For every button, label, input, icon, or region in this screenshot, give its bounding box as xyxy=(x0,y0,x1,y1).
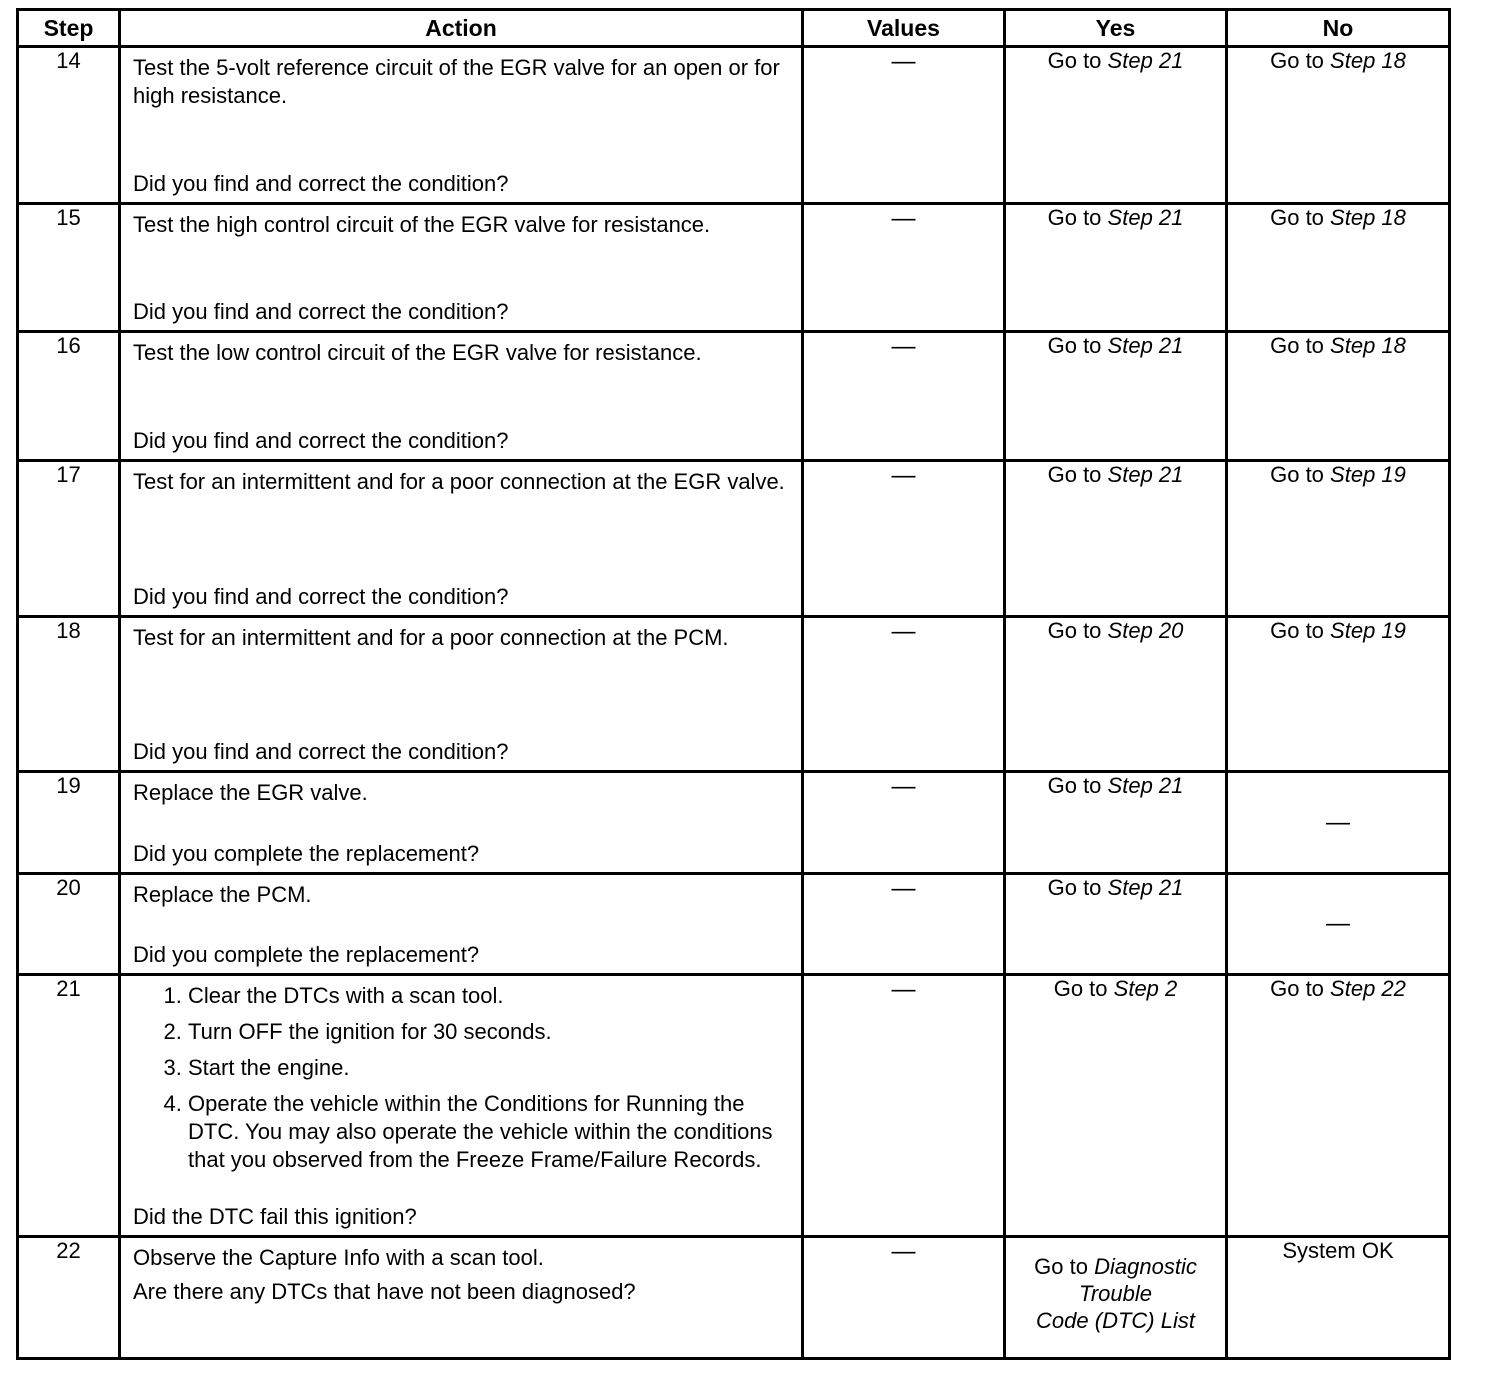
goto-label: Go to xyxy=(1047,205,1102,230)
action-question: Did the DTC fail this ignition? xyxy=(133,1204,417,1229)
goto-label: Go to xyxy=(1270,462,1324,487)
goto-label: Go to xyxy=(1053,976,1108,1001)
table-row xyxy=(18,332,1450,461)
yes-step-ref: Step 21 xyxy=(1107,205,1184,230)
action-cell xyxy=(120,975,803,1237)
action-text: Replace the PCM. xyxy=(133,882,312,907)
goto-label: Go to xyxy=(1034,1254,1088,1279)
header-step: Step xyxy=(18,10,120,47)
no-step-ref: Step 18 xyxy=(1330,205,1406,230)
step-number: 19 xyxy=(18,772,120,874)
no-cell xyxy=(1227,204,1450,332)
goto-label: Go to xyxy=(1047,773,1102,798)
step-number: 14 xyxy=(18,47,120,204)
yes-cell xyxy=(1005,874,1227,975)
action-cell xyxy=(120,204,803,332)
step-number: 20 xyxy=(18,874,120,975)
goto-label: Go to xyxy=(1047,48,1102,73)
values-cell: — xyxy=(803,332,1005,461)
yes-step-ref: Step 21 xyxy=(1107,462,1184,487)
step-number: 18 xyxy=(18,617,120,772)
action-text: Replace the EGR valve. xyxy=(133,780,368,805)
table-row xyxy=(18,47,1450,204)
header-yes: Yes xyxy=(1005,10,1227,47)
action-text: Test the low control circuit of the EGR valve for resistance. xyxy=(133,340,702,365)
yes-step-ref: Step 21 xyxy=(1107,333,1184,358)
goto-label: Go to xyxy=(1047,462,1102,487)
list-item: 4. Operate the vehicle within the Conditions for Running the DTC. You may also operate the vehicle within the conditions that you observed from the Freeze Frame/Failure Records. xyxy=(188,1090,789,1174)
yes-cell xyxy=(1005,461,1227,617)
yes-cell xyxy=(1005,772,1227,874)
values-cell: — xyxy=(803,204,1005,332)
step-number: 22 xyxy=(18,1237,120,1359)
goto-label: Go to xyxy=(1270,48,1324,73)
table-row xyxy=(18,1237,1450,1359)
action-question: Did you find and correct the condition? xyxy=(133,739,509,764)
step-number: 16 xyxy=(18,332,120,461)
no-cell xyxy=(1227,461,1450,617)
step-number: 17 xyxy=(18,461,120,617)
no-cell: System OK xyxy=(1227,1237,1450,1359)
action-cell xyxy=(120,47,803,204)
goto-label: Go to xyxy=(1270,618,1324,643)
no-cell xyxy=(1227,47,1450,204)
values-cell: — xyxy=(803,47,1005,204)
no-step-ref: Step 22 xyxy=(1330,976,1406,1001)
table-row xyxy=(18,772,1450,874)
table-row xyxy=(18,461,1450,617)
no-cell: — xyxy=(1227,874,1450,975)
no-cell xyxy=(1227,975,1450,1237)
list-item: 2. Turn OFF the ignition for 30 seconds. xyxy=(188,1018,789,1046)
yes-step-ref: Step 20 xyxy=(1107,618,1184,643)
action-question: Did you find and correct the condition? xyxy=(133,584,509,609)
no-step-ref: Step 19 xyxy=(1330,462,1406,487)
action-text: Test the high control circuit of the EGR valve for resistance. xyxy=(133,212,711,237)
list-item: 1. Clear the DTCs with a scan tool. xyxy=(188,982,789,1010)
table-row xyxy=(18,975,1450,1237)
header-action: Action xyxy=(120,10,803,47)
header-values: Values xyxy=(803,10,1005,47)
no-cell xyxy=(1227,332,1450,461)
goto-label: Go to xyxy=(1047,333,1102,358)
header-no: No xyxy=(1227,10,1450,47)
values-cell: — xyxy=(803,975,1005,1237)
yes-cell xyxy=(1005,1237,1227,1359)
table-row xyxy=(18,617,1450,772)
values-cell: — xyxy=(803,874,1005,975)
action-cell xyxy=(120,1237,803,1359)
yes-cell xyxy=(1005,204,1227,332)
yes-cell xyxy=(1005,332,1227,461)
yes-step-ref: Step 21 xyxy=(1107,773,1184,798)
action-cell xyxy=(120,332,803,461)
action-text: Test for an intermittent and for a poor connection at the PCM. xyxy=(133,625,729,650)
action-question: Did you complete the replacement? xyxy=(133,942,480,967)
yes-ref-line3: Code (DTC) List xyxy=(1036,1308,1195,1333)
step-number: 15 xyxy=(18,204,120,332)
yes-cell xyxy=(1005,617,1227,772)
no-cell xyxy=(1227,617,1450,772)
values-cell: — xyxy=(803,772,1005,874)
values-cell: — xyxy=(803,1237,1005,1359)
step-number: 21 xyxy=(18,975,120,1237)
goto-label: Go to xyxy=(1270,333,1324,358)
yes-step-ref: Step 2 xyxy=(1113,976,1178,1001)
action-text: Test the 5-volt reference circuit of the EGR valve for an open or for high resistance. xyxy=(133,55,780,108)
no-step-ref: Step 18 xyxy=(1330,333,1406,358)
goto-label: Go to xyxy=(1047,618,1102,643)
no-step-ref: Step 19 xyxy=(1330,618,1406,643)
yes-ref-line2: Trouble xyxy=(1079,1281,1152,1306)
list-item: 3. Start the engine. xyxy=(188,1054,789,1082)
action-question: Did you complete the replacement? xyxy=(133,841,480,866)
action-text: Test for an intermittent and for a poor connection at the EGR valve. xyxy=(133,469,785,494)
header-row xyxy=(18,10,1450,47)
action-cell xyxy=(120,772,803,874)
action-cell xyxy=(120,874,803,975)
no-step-ref: Step 18 xyxy=(1330,48,1406,73)
goto-label: Go to xyxy=(1047,875,1102,900)
action-cell xyxy=(120,461,803,617)
goto-label: Go to xyxy=(1270,976,1324,1001)
yes-step-ref: Step 21 xyxy=(1107,48,1184,73)
goto-label: Go to xyxy=(1270,205,1324,230)
table-row xyxy=(18,204,1450,332)
table-row xyxy=(18,874,1450,975)
yes-ref-line1: Diagnostic xyxy=(1094,1254,1197,1279)
yes-dtc-list-ref xyxy=(1034,1253,1197,1342)
action-question: Did you find and correct the condition? xyxy=(133,428,509,453)
yes-step-ref: Step 21 xyxy=(1107,875,1184,900)
action-question: Did you find and correct the condition? xyxy=(133,299,509,324)
action-question: Did you find and correct the condition? xyxy=(133,171,509,196)
action-cell xyxy=(120,617,803,772)
yes-cell xyxy=(1005,47,1227,204)
action-text: Observe the Capture Info with a scan tool. xyxy=(133,1245,544,1270)
values-cell: — xyxy=(803,617,1005,772)
values-cell: — xyxy=(803,461,1005,617)
action-question: Are there any DTCs that have not been diagnosed? xyxy=(133,1279,636,1304)
no-cell: — xyxy=(1227,772,1450,874)
yes-cell xyxy=(1005,975,1227,1237)
procedure-list xyxy=(133,982,789,1182)
diagnostic-table xyxy=(16,8,1451,1360)
